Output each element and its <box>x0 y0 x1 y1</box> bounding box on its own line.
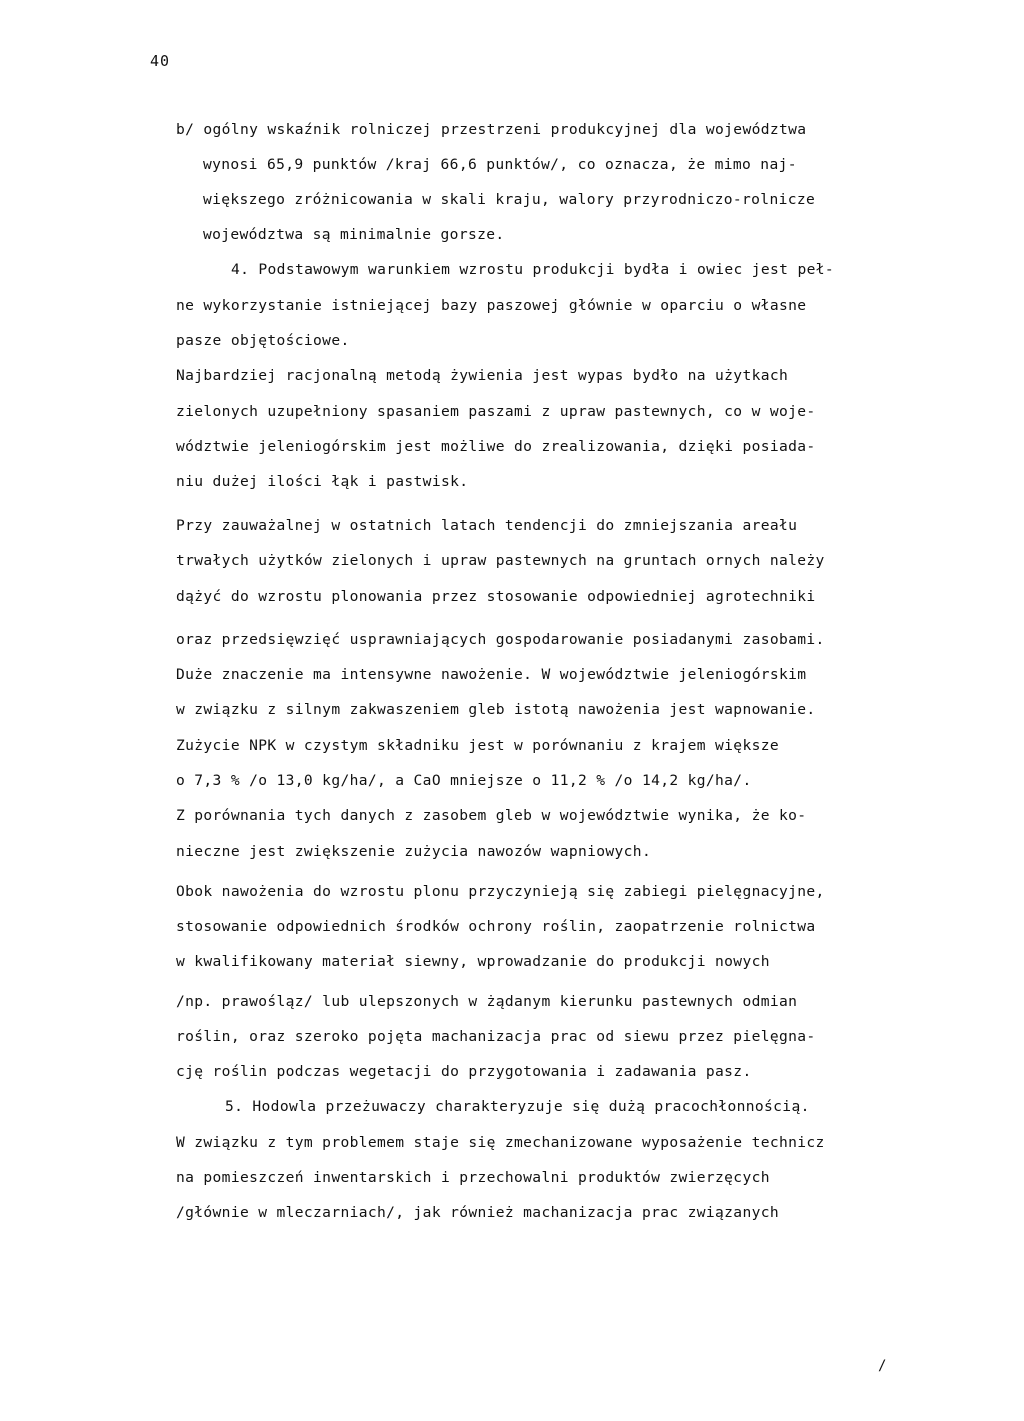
text-line: cję roślin podczas wegetacji do przygotowania i zadawania pasz. <box>176 1063 752 1080</box>
text-line: wództwie jeleniogórskim jest możliwe do zrealizowania, dzięki posiada- <box>176 438 816 455</box>
text-line: Przy zauważalnej w ostatnich latach tendencji do zmniejszania areału <box>176 517 798 534</box>
page-number: 40 <box>150 52 171 70</box>
text-line: wynosi 65,9 punktów /kraj 66,6 punktów/, co oznacza, że mimo naj- <box>203 156 797 173</box>
text-line: 5. Hodowla przeżuwaczy charakteryzuje się dużą pracochłonnością. <box>225 1098 810 1115</box>
text-line: większego zróżnicowania w skali kraju, walory przyrodniczo-rolnicze <box>203 191 816 208</box>
text-line: Zużycie NPK w czystym składniku jest w porównaniu z krajem większe <box>176 737 779 754</box>
text-line: o 7,3 % /o 13,0 kg/ha/, a CaO mniejsze o 11,2 % /o 14,2 kg/ha/. <box>176 772 752 789</box>
text-line: oraz przedsięwzięć usprawniających gospodarowanie posiadanymi zasobami. <box>176 631 825 648</box>
text-line: w kwalifikowany materiał siewny, wprowadzanie do produkcji nowych <box>176 953 770 970</box>
text-line: ne wykorzystanie istniejącej bazy paszowej głównie w oparciu o własne <box>176 297 807 314</box>
text-line: W związku z tym problemem staje się zmechanizowane wyposażenie technicz <box>176 1134 825 1151</box>
text-line: trwałych użytków zielonych i upraw pastewnych na gruntach ornych należy <box>176 552 825 569</box>
text-line: 4. Podstawowym warunkiem wzrostu produkcji bydła i owiec jest peł- <box>231 261 834 278</box>
text-line: pasze objętościowe. <box>176 332 350 349</box>
text-line: /głównie w mleczarniach/, jak również machanizacja prac związanych <box>176 1204 779 1221</box>
text-line: w związku z silnym zakwaszeniem gleb istotą nawożenia jest wapnowanie. <box>176 701 816 718</box>
text-line: Z porównania tych danych z zasobem gleb w województwie wynika, że ko- <box>176 807 807 824</box>
text-line: niu dużej ilości łąk i pastwisk. <box>176 473 469 490</box>
text-line: Obok nawożenia do wzrostu plonu przyczynieją się zabiegi pielęgnacyjne, <box>176 883 825 900</box>
text-line: zielonych uzupełniony spasaniem paszami z upraw pastewnych, co w woje- <box>176 403 816 420</box>
text-line: województwa są minimalnie gorsze. <box>203 226 505 243</box>
text-line: Duże znaczenie ma intensywne nawożenie. W województwie jeleniogórskim <box>176 666 807 683</box>
text-line: Najbardziej racjonalną metodą żywienia jest wypas bydło na użytkach <box>176 367 789 384</box>
text-line: dążyć do wzrostu plonowania przez stosowanie odpowiedniej agrotechniki <box>176 588 816 605</box>
text-line: stosowanie odpowiednich środków ochrony roślin, zaopatrzenie rolnictwa <box>176 918 816 935</box>
margin-mark: / <box>878 1358 887 1374</box>
text-line: na pomieszczeń inwentarskich i przechowalni produktów zwierzęcych <box>176 1169 770 1186</box>
text-line: /np. prawośląz/ lub ulepszonych w żądanym kierunku pastewnych odmian <box>176 993 798 1010</box>
text-line: roślin, oraz szeroko pojęta machanizacja prac od siewu przez pielęgna- <box>176 1028 816 1045</box>
text-line: b/ ogólny wskaźnik rolniczej przestrzeni produkcyjnej dla województwa <box>176 121 807 138</box>
text-line: nieczne jest zwiększenie zużycia nawozów wapniowych. <box>176 843 652 860</box>
